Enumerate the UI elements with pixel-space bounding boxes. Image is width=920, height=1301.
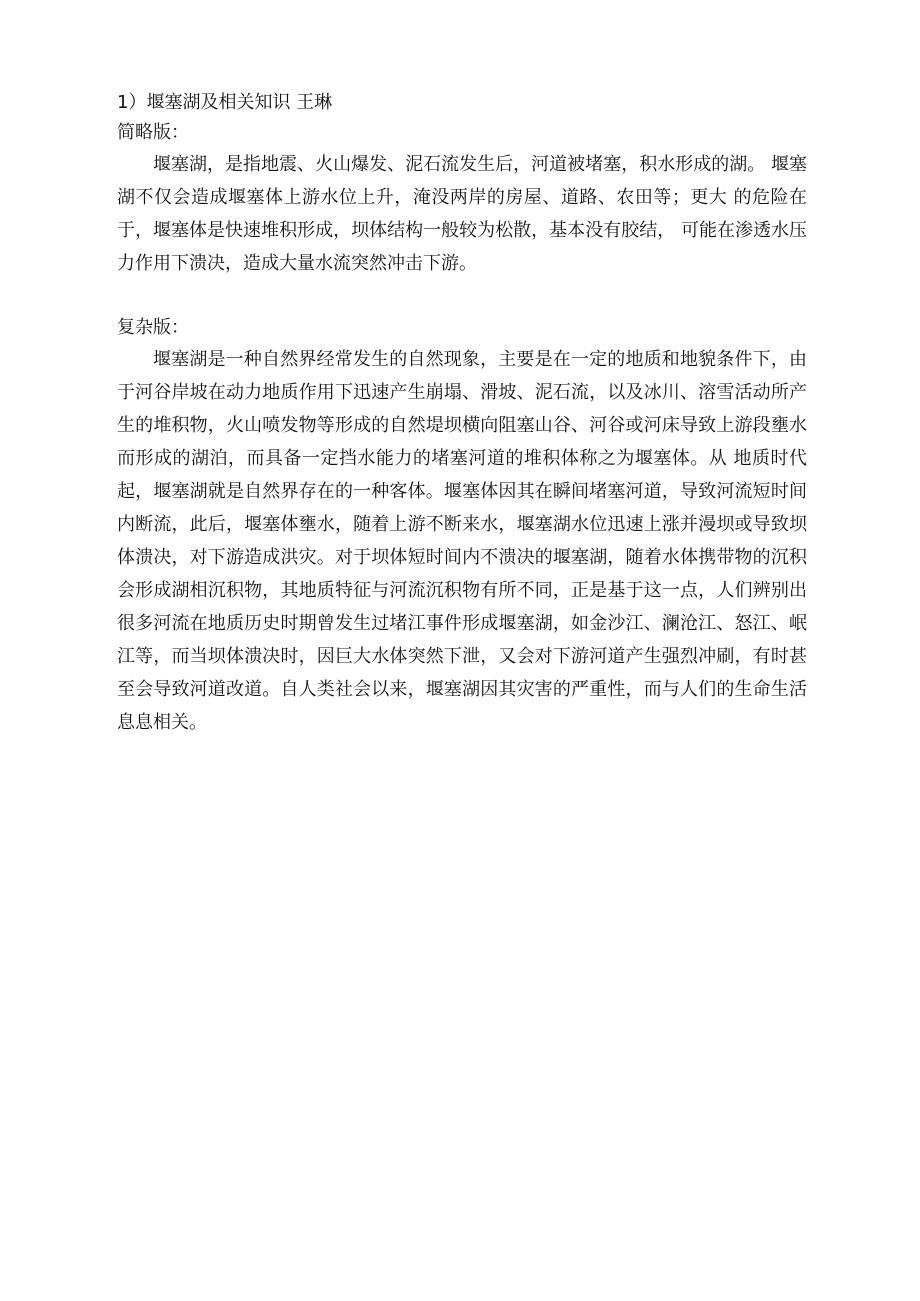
paragraph-spacer — [117, 280, 807, 313]
brief-version-label: 简略版： — [117, 122, 189, 143]
complex-version-paragraph: 堰塞湖是一种自然界经常发生的自然现象，主要是在一定的地质和地貌条件下，由于河谷岸坡在动力地质作用下迅速产生崩塌、滑坡、泥石流，以及冰川、溶雪活动所产生的堆积物，火山喷发物等形成的自然堤坝横向阻塞山谷、河谷或河床导致上游段壅水而形成的湖泊，而具备一定挡水能力的堵塞河道的堆积体称之为堰塞体。从 地质时代起，堰塞湖就是自然界存在的一种客体。堰塞体因其在瞬间堵塞河道，导致河流短时间内断流，此后，堰塞体壅水，随着上游不断来水，堰塞湖水位迅速上涨并漫坝或导致坝体溃决，对下游造成洪灾。对于坝体短时间内不溃决的堰塞湖，随着水体携带物的沉积会形成湖相沉积物，其地质特征与河流沉积物有所不同，正是基于这一点，人们辨别出很多河流在地质历史时期曾发生过堵江事件形成堰塞湖，如金沙江、澜沧江、怒江、岷江等，而当坝体溃决时，因巨大水体突然下泄，又会对下游河道产生强烈冲刷，有时甚至会导致河道改道。自人类社会以来，堰塞湖因其灾害的严重性，而与人们的生命生活息息相关。 — [117, 349, 807, 733]
document-body — [117, 88, 807, 739]
brief-version-paragraph: 堰塞湖，是指地震、火山爆发、泥石流发生后，河道被堵塞，积水形成的湖。 堰塞湖不仅会造成堰塞体上游水位上升，淹没两岸的房屋、道路、农田等；更大 的危险在于，堰塞体是快速堆积形成，坝体结构一般较为松散，基本没有胶结， 可能在渗透水压力作用下溃决，造成大量水流突然冲击下游。 — [117, 154, 807, 274]
section-heading: 1）堰塞湖及相关知识 王琳 — [117, 92, 333, 113]
complex-version-label: 复杂版： — [117, 317, 189, 338]
